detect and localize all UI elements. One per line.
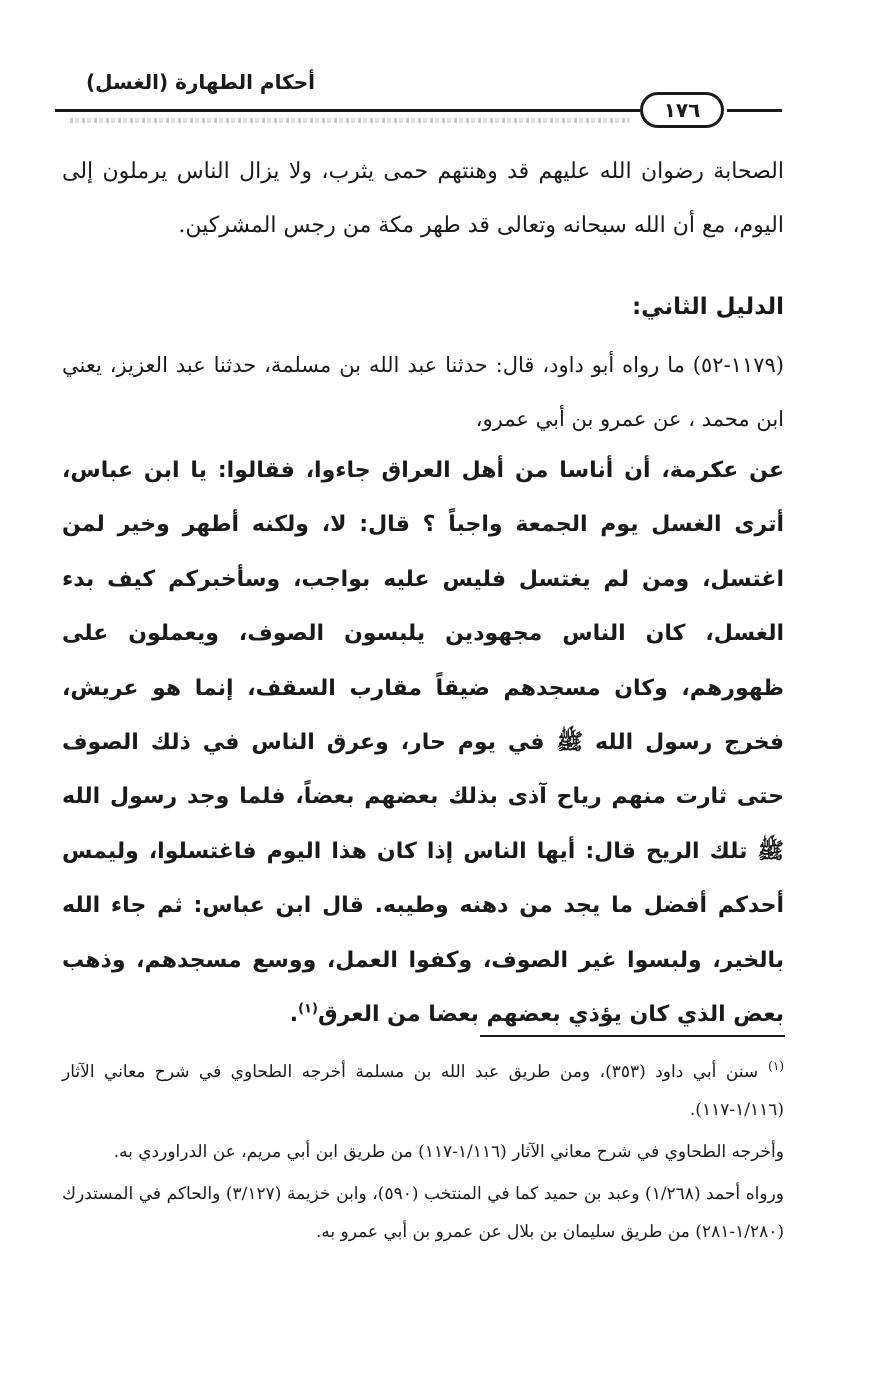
footnotes-section — [62, 1053, 784, 1255]
footnote-1-text: سنن أبي داود (٣٥٣)، ومن طريق عبد الله بن مسلمة أخرجه الطحاوي في شرح معاني الآثار (١/١١٦-١١٧). — [62, 1062, 784, 1120]
footnote-1 — [62, 1053, 784, 1129]
isnad-paragraph: (١١٧٩-٥٢) ما رواه أبو داود، قال: حدثنا عبد الله بن مسلمة، حدثنا عبد العزيز، يعني ابن محمد ، عن عمرو بن أبي عمرو، — [62, 353, 784, 431]
footnote-separator — [480, 1035, 785, 1037]
footnote-3: ورواه أحمد (١/٢٦٨) وعبد بن حميد كما في المنتخب (٥٩٠)، وابن خزيمة (٣/١٢٧) والحاكم في المستدرك (١/٢٨٠-٢٨١) من طريق سليمان بن بلال عن عمرو بن أبي عمرو به. — [62, 1184, 784, 1242]
hadith-end-punctuation: . — [289, 1002, 299, 1028]
header-rule-right — [727, 109, 782, 112]
footnote-2: وأخرجه الطحاوي في شرح معاني الآثار (١/١١٦-١١٧) من طريق ابن أبي مريم، عن الدراوردي به. — [113, 1142, 784, 1162]
page-number-badge — [640, 92, 724, 128]
section-heading: الدليل الثاني: — [631, 294, 784, 320]
page-number: ١٧٦ — [663, 98, 701, 122]
running-title: أحكام الطهارة (الغسل) — [85, 70, 315, 94]
footnote-marker: (١) — [768, 1059, 784, 1074]
hadith-text: عن عكرمة، أن أناسا من أهل العراق جاءوا، فقالوا: يا ابن عباس، أترى الغسل يوم الجمعة واجباً ؟ قال: لا، ولكنه أطهر وخير لمن اغتسل، ومن لم يغتسل فليس عليه بواجب، وسأخبركم كيف بدء الغسل، كان الناس مجهودين يلبسون الصوف، ويعملون على ظهورهم، وكان مسجدهم ضيقاً مقارب السقف، إنما هو عريش، فخرج رسول الله ﷺ في يوم حار، وعرق الناس في ذلك الصوف حتى ثارت منهم رياح آذى بذلك بعضهم بعضاً، فلما وجد رسول الله ﷺ تلك الريح قال: أيها الناس إذا كان هذا اليوم فاغتسلوا، وليمس أحدكم أفضل ما يجد من دهنه وطيبه. قال ابن عباس: ثم جاء الله بالخير، ولبسوا غير الصوف، وكفوا العمل، ووسع مسجدهم، وذهب بعض الذي كان يؤذي بعضهم بعضا من العرق — [62, 458, 784, 1028]
footnote-reference[interactable]: (١) — [298, 1001, 318, 1017]
header-rule — [55, 109, 640, 112]
header-ornament-line — [70, 118, 630, 123]
paragraph-continuation: الصحابة رضوان الله عليهم قد وهنتهم حمى يثرب، ولا يزال الناس يرملون إلى اليوم، مع أن الله سبحانه وتعالى قد طهر مكة من رجس المشركين. — [62, 159, 784, 238]
hadith-paragraph — [62, 444, 784, 1042]
